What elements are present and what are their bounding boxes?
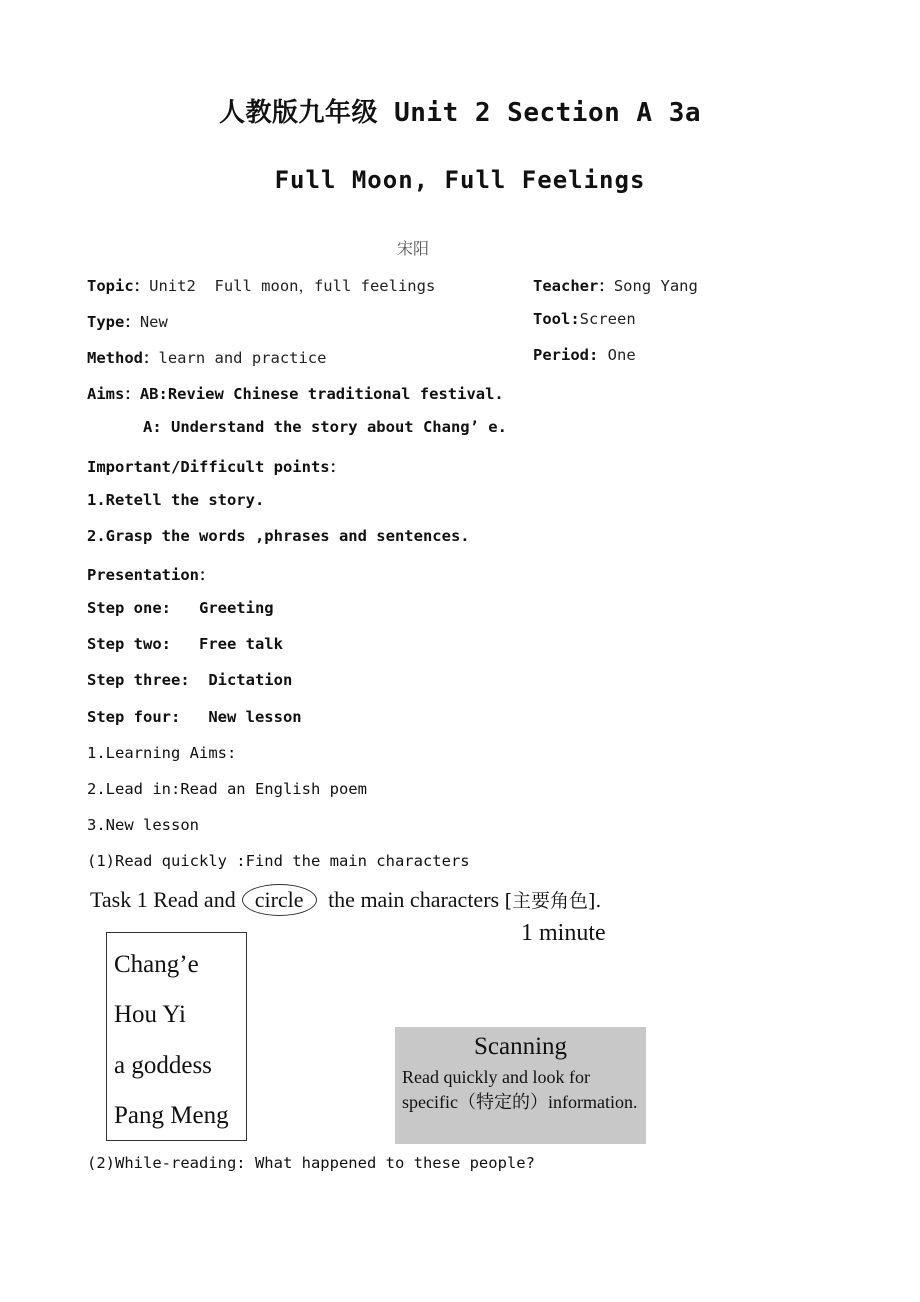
character-item: a goddess [114,1052,212,1079]
lesson-title: Full Moon, Full Feelings [274,166,646,194]
lesson-item: (1)Read quickly :Find the main characters [87,852,470,870]
teacher-label: Teacher： [533,277,614,295]
lesson-item: (2)While-reading: What happened to these people? [87,1154,535,1172]
point-item: 2.Grasp the words ,phrases and sentences. [87,527,470,545]
character-item: Chang’e [114,951,199,978]
character-item: Hou Yi [114,1001,186,1028]
method-label: Method： [87,349,159,367]
characters-box [106,932,247,1141]
aims-line-1: Aims：AB:Review Chinese traditional festival. [87,385,504,403]
topic-value: Unit2 Full moon，full feelings [149,277,436,295]
tool-label: Tool: [533,310,580,328]
step-item: Step one: Greeting [87,599,274,617]
author-name: 宋阳 [396,239,429,258]
scanning-title: Scanning [473,1033,568,1060]
step-item: Step two: Free talk [87,635,283,653]
circled-word: circle [242,884,317,916]
step-item: Step four: New lesson [87,708,302,726]
task-suffix: the main characters [322,887,500,912]
aims-line-2: A: Understand the story about Chang’ e. [87,418,507,436]
type-value: New [139,313,168,331]
time-limit: 1 minute [521,920,606,946]
type-label: Type： [87,313,140,331]
document-title: 人教版九年级 Unit 2 Section A 3a [218,98,702,128]
points-heading: Important/Difficult points： [87,458,346,476]
tool-value: Screen [579,310,636,328]
scanning-description: Read quickly and look for specific（特定的）information. [402,1067,638,1112]
tool-row [533,310,636,328]
method-row [87,346,326,368]
presentation-heading: Presentation： [87,566,215,584]
topic-row [87,274,435,296]
scanning-box [395,1027,646,1144]
step-item: Step three: Dictation [87,671,293,689]
character-item: Pang Meng [114,1102,229,1129]
teacher-value: Song Yang [613,277,698,295]
teacher-row [533,274,698,296]
type-row [87,310,168,332]
topic-label: Topic： [87,277,150,295]
method-value: learn and practice [158,349,327,367]
task-heading [90,884,601,916]
point-item: 1.Retell the story. [87,491,265,509]
task-prefix: Task 1 Read and [90,887,236,912]
lesson-item: 1.Learning Aims: [87,744,237,762]
period-row [533,346,636,364]
task-cjk-note: [主要角色]. [504,890,602,912]
period-label: Period: [533,346,599,364]
lesson-item: 3.New lesson [87,816,199,834]
period-value: One [598,346,636,364]
lesson-item: 2.Lead in:Read an English poem [87,780,367,798]
